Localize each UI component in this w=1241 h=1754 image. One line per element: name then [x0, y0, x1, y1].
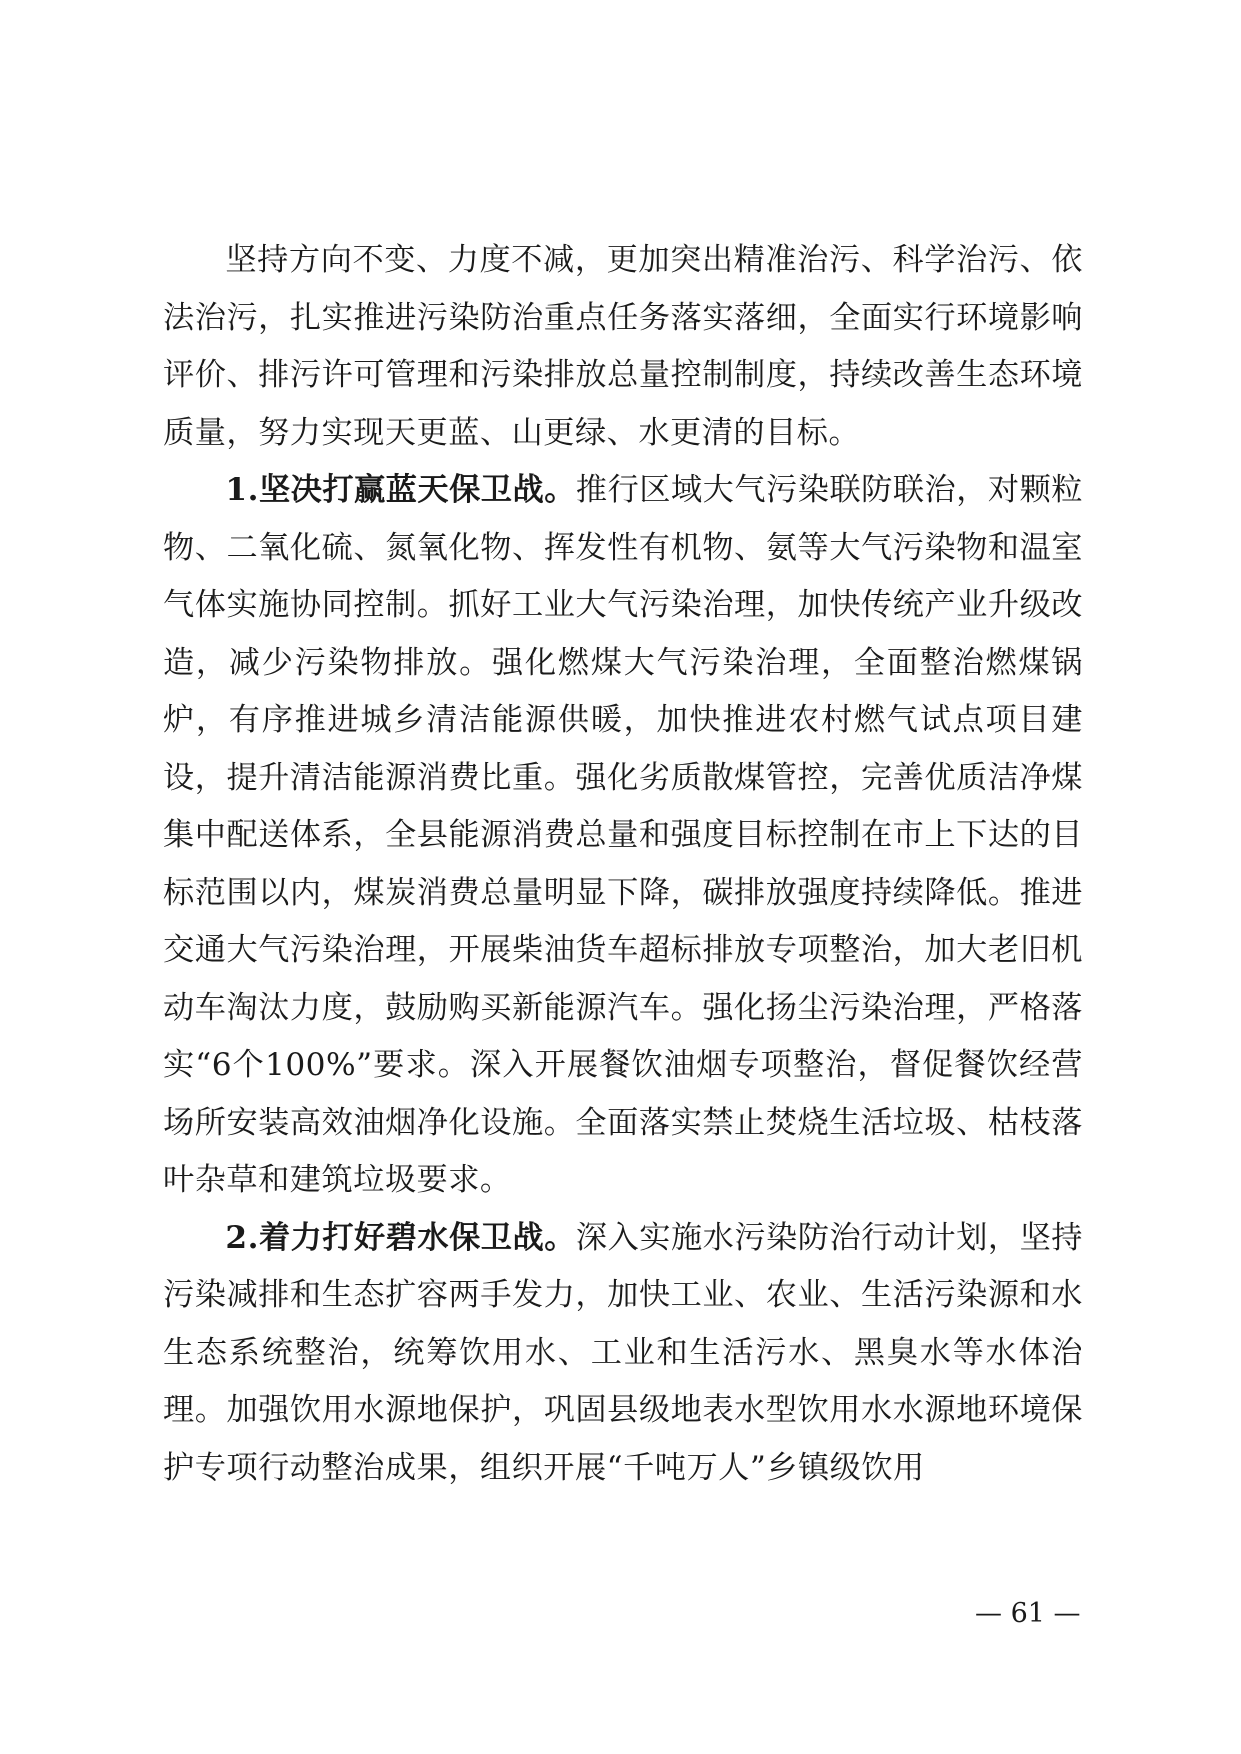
document-body [163, 232, 1083, 1497]
paragraph-clear-water [163, 1210, 1083, 1498]
paragraph-clear-water-text: 深入实施水污染防治行动计划，坚持污染减排和生态扩容两手发力，加快工业、农业、生活污染源和水生态系统整治，统筹饮用水、工业和生活污水、黑臭水等水体治理。加强饮用水源地保护，巩固县级地表水型饮用水水源地环境保护专项行动整治成果，组织开展“千吨万人”乡镇级饮用 [163, 1219, 1083, 1486]
section-heading-blue-sky: 1.坚决打赢蓝天保卫战。 [225, 472, 576, 508]
paragraph-intro [163, 232, 1083, 462]
paragraph-intro-text: 坚持方向不变、力度不减，更加突出精准治污、科学治污、依法治污，扎实推进污染防治重点任务落实落细，全面实行环境影响评价、排污许可管理和污染排放总量控制制度，持续改善生态环境质量，努力实现天更蓝、山更绿、水更清的目标。 [163, 242, 1083, 451]
page-number: — 61 — [975, 1598, 1081, 1629]
paragraph-blue-sky [163, 462, 1083, 1210]
paragraph-blue-sky-text: 推行区域大气污染联防联治，对颗粒物、二氧化硫、氮氧化物、挥发性有机物、氨等大气污染物和温室气体实施协同控制。抓好工业大气污染治理，加快传统产业升级改造，减少污染物排放。强化燃煤大气污染治理，全面整治燃煤锅炉，有序推进城乡清洁能源供暖，加快推进农村燃气试点项目建设，提升清洁能源消费比重。强化劣质散煤管控，完善优质洁净煤集中配送体系，全县能源消费总量和强度目标控制在市上下达的目标范围以内，煤炭消费总量明显下降，碳排放强度持续降低。推进交通大气污染治理，开展柴油货车超标排放专项整治，加大老旧机动车淘汰力度，鼓励购买新能源汽车。强化扬尘污染治理，严格落实“6个100%”要求。深入开展餐饮油烟专项整治，督促餐饮经营场所安装高效油烟净化设施。全面落实禁止焚烧生活垃圾、枯枝落叶杂草和建筑垃圾要求。 [163, 472, 1083, 1198]
section-heading-clear-water: 2.着力打好碧水保卫战。 [225, 1219, 576, 1256]
